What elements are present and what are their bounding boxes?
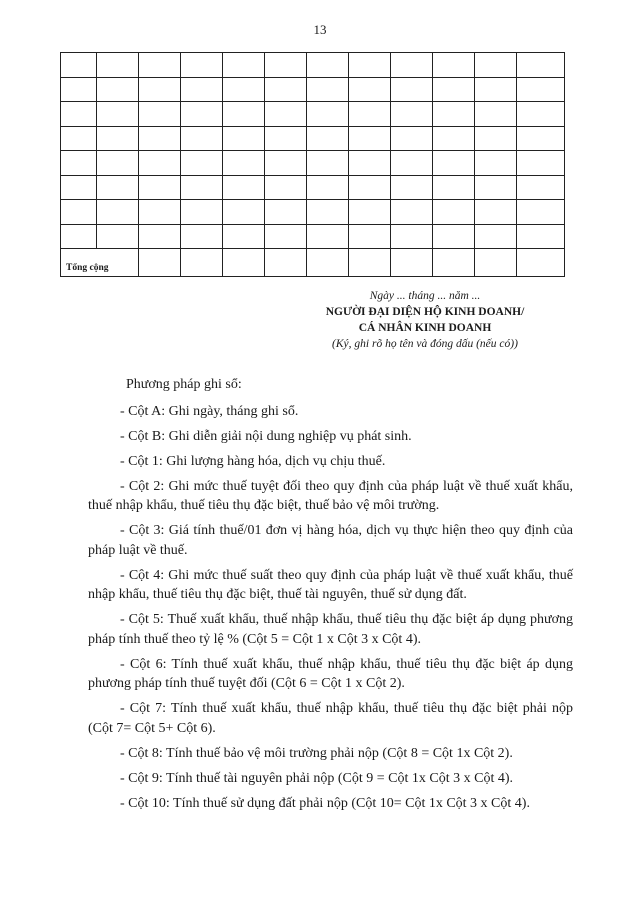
method-list bbox=[88, 402, 573, 814]
table-cell bbox=[139, 224, 181, 249]
table-cell bbox=[223, 77, 265, 102]
method-item: - Cột 5: Thuế xuất khẩu, thuế nhập khẩu, thuế tiêu thụ đặc biệt áp dụng phương pháp tính thuế theo tỷ lệ % (Cột 5 = Cột 1 x Cột 3 x Cột 4). bbox=[88, 612, 573, 647]
table-cell bbox=[391, 77, 433, 102]
method-item: - Cột B: Ghi diễn giải nội dung nghiệp vụ phát sinh. bbox=[120, 428, 412, 444]
table-cell bbox=[517, 175, 565, 200]
table-cell bbox=[517, 249, 565, 277]
table-cell bbox=[391, 224, 433, 249]
table-cell bbox=[265, 249, 307, 277]
table-cell bbox=[61, 53, 97, 78]
method-item: - Cột 3: Giá tính thuế/01 đơn vị hàng hóa, dịch vụ thực hiện theo quy định của pháp luật về thuế. bbox=[88, 523, 573, 558]
table-cell bbox=[181, 77, 223, 102]
method-item: - Cột 2: Ghi mức thuế tuyệt đối theo quy định của pháp luật về thuế xuất khẩu, thuế nhập khẩu, thuế tiêu thụ đặc biệt, thuế bảo vệ môi trường. bbox=[88, 478, 573, 513]
table-cell bbox=[61, 102, 97, 127]
table-cell bbox=[97, 151, 139, 176]
table-cell bbox=[433, 151, 475, 176]
table-cell bbox=[391, 151, 433, 176]
table-cell bbox=[349, 200, 391, 225]
method-item: - Cột 1: Ghi lượng hàng hóa, dịch vụ chịu thuế. bbox=[120, 453, 386, 469]
table-row bbox=[61, 151, 565, 176]
total-row bbox=[61, 249, 565, 277]
table-cell bbox=[475, 102, 517, 127]
table-cell bbox=[433, 102, 475, 127]
table-cell bbox=[139, 102, 181, 127]
method-heading: Phương pháp ghi sổ: bbox=[126, 377, 242, 392]
table-cell bbox=[61, 77, 97, 102]
table-cell bbox=[307, 102, 349, 127]
method-item: - Cột 4: Ghi mức thuế suất theo quy định của pháp luật về thuế xuất khẩu, thuế nhập khẩu, thuế tiêu thụ đặc biệt, thuế tài nguyên, thuế sử dụng đất. bbox=[88, 567, 573, 602]
table-row bbox=[61, 102, 565, 127]
table-cell bbox=[433, 126, 475, 151]
table-cell bbox=[97, 126, 139, 151]
table-cell bbox=[349, 77, 391, 102]
table-cell bbox=[307, 126, 349, 151]
table-cell bbox=[517, 126, 565, 151]
table-cell bbox=[307, 151, 349, 176]
table-cell bbox=[139, 151, 181, 176]
signature-note: (Ký, ghi rõ họ tên và đóng dấu (nếu có)) bbox=[332, 338, 518, 350]
table-cell bbox=[433, 53, 475, 78]
table-cell bbox=[475, 200, 517, 225]
page-number: 13 bbox=[313, 22, 327, 37]
table-cell bbox=[265, 77, 307, 102]
table-cell bbox=[97, 102, 139, 127]
table-cell bbox=[517, 53, 565, 78]
method-item: - Cột 9: Tính thuế tài nguyên phải nộp (Cột 9 = Cột 1x Cột 3 x Cột 4). bbox=[120, 770, 514, 786]
signature-date: Ngày ... tháng ... năm ... bbox=[369, 290, 481, 302]
table-cell bbox=[97, 77, 139, 102]
table-cell bbox=[223, 126, 265, 151]
table-cell bbox=[433, 249, 475, 277]
table-cell bbox=[97, 200, 139, 225]
table-cell bbox=[61, 224, 97, 249]
table-cell bbox=[475, 53, 517, 78]
table-cell bbox=[349, 249, 391, 277]
table-cell bbox=[391, 175, 433, 200]
table-cell bbox=[265, 224, 307, 249]
table-cell bbox=[223, 224, 265, 249]
table-cell bbox=[265, 102, 307, 127]
table-cell bbox=[181, 224, 223, 249]
table-cell bbox=[433, 200, 475, 225]
table-cell bbox=[517, 224, 565, 249]
table-cell bbox=[181, 200, 223, 225]
table-cell bbox=[517, 77, 565, 102]
table-row bbox=[61, 224, 565, 249]
table-cell bbox=[139, 175, 181, 200]
table-cell bbox=[433, 175, 475, 200]
table-cell bbox=[181, 102, 223, 127]
table-cell bbox=[475, 175, 517, 200]
signature-title-line2: CÁ NHÂN KINH DOANH bbox=[358, 322, 492, 334]
table-cell bbox=[61, 200, 97, 225]
table-cell bbox=[265, 53, 307, 78]
table-row bbox=[61, 175, 565, 200]
table-cell bbox=[517, 200, 565, 225]
table-cell bbox=[61, 175, 97, 200]
total-label: Tổng cộng bbox=[61, 249, 139, 277]
table-cell bbox=[433, 224, 475, 249]
table-cell bbox=[265, 200, 307, 225]
table-cell bbox=[475, 224, 517, 249]
table-cell bbox=[307, 77, 349, 102]
table-cell bbox=[223, 102, 265, 127]
table-cell bbox=[475, 151, 517, 176]
table-cell bbox=[307, 224, 349, 249]
ledger-table bbox=[60, 52, 565, 277]
table-cell bbox=[181, 53, 223, 78]
method-item: - Cột A: Ghi ngày, tháng ghi sổ. bbox=[120, 403, 299, 419]
table-cell bbox=[391, 102, 433, 127]
method-item: - Cột 6: Tính thuế xuất khẩu, thuế nhập khẩu, thuế tiêu thụ đặc biệt áp dụng phương pháp tính thuế tuyệt đối (Cột 6 = Cột 1 x Cột 2). bbox=[88, 656, 573, 691]
table-cell bbox=[307, 249, 349, 277]
table-cell bbox=[181, 249, 223, 277]
table-cell bbox=[349, 224, 391, 249]
method-section bbox=[88, 375, 573, 819]
method-item: - Cột 10: Tính thuế sử dụng đất phải nộp (Cột 10= Cột 1x Cột 3 x Cột 4). bbox=[120, 795, 530, 811]
table-row bbox=[61, 53, 565, 78]
table-cell bbox=[139, 77, 181, 102]
table-cell bbox=[307, 200, 349, 225]
table-cell bbox=[349, 53, 391, 78]
table-cell bbox=[97, 224, 139, 249]
table-cell bbox=[475, 126, 517, 151]
table-cell bbox=[223, 151, 265, 176]
table-cell bbox=[349, 126, 391, 151]
table-cell bbox=[391, 53, 433, 78]
table-cell bbox=[517, 102, 565, 127]
table-row bbox=[61, 200, 565, 225]
table-cell bbox=[391, 249, 433, 277]
table-cell bbox=[391, 200, 433, 225]
table-cell bbox=[223, 175, 265, 200]
table-cell bbox=[223, 249, 265, 277]
table-row bbox=[61, 77, 565, 102]
method-item: - Cột 7: Tính thuế xuất khẩu, thuế nhập khẩu, thuế tiêu thụ đặc biệt phải nộp (Cột 7= Cột 5+ Cột 6). bbox=[88, 701, 573, 736]
table-cell bbox=[139, 249, 181, 277]
method-item: - Cột 8: Tính thuế bảo vệ môi trường phải nộp (Cột 8 = Cột 1x Cột 2). bbox=[120, 745, 513, 761]
table-cell bbox=[349, 102, 391, 127]
table-cell bbox=[475, 249, 517, 277]
table-cell bbox=[97, 175, 139, 200]
table-cell bbox=[97, 53, 139, 78]
table-cell bbox=[349, 151, 391, 176]
table-cell bbox=[223, 53, 265, 78]
table-cell bbox=[265, 126, 307, 151]
table-cell bbox=[307, 53, 349, 78]
table-cell bbox=[139, 53, 181, 78]
table-cell bbox=[265, 175, 307, 200]
table-cell bbox=[61, 151, 97, 176]
signature-block bbox=[300, 288, 550, 352]
table-row bbox=[61, 126, 565, 151]
table-cell bbox=[139, 200, 181, 225]
table-cell bbox=[307, 175, 349, 200]
table-cell bbox=[349, 175, 391, 200]
table-cell bbox=[181, 126, 223, 151]
signature-title-line1: NGƯỜI ĐẠI DIỆN HỘ KINH DOANH/ bbox=[325, 306, 525, 318]
table-cell bbox=[265, 151, 307, 176]
table-cell bbox=[223, 200, 265, 225]
table-cell bbox=[181, 175, 223, 200]
table-cell bbox=[61, 126, 97, 151]
table-cell bbox=[391, 126, 433, 151]
table-cell bbox=[517, 151, 565, 176]
table-cell bbox=[181, 151, 223, 176]
table-cell bbox=[475, 77, 517, 102]
table-cell bbox=[139, 126, 181, 151]
table-cell bbox=[433, 77, 475, 102]
